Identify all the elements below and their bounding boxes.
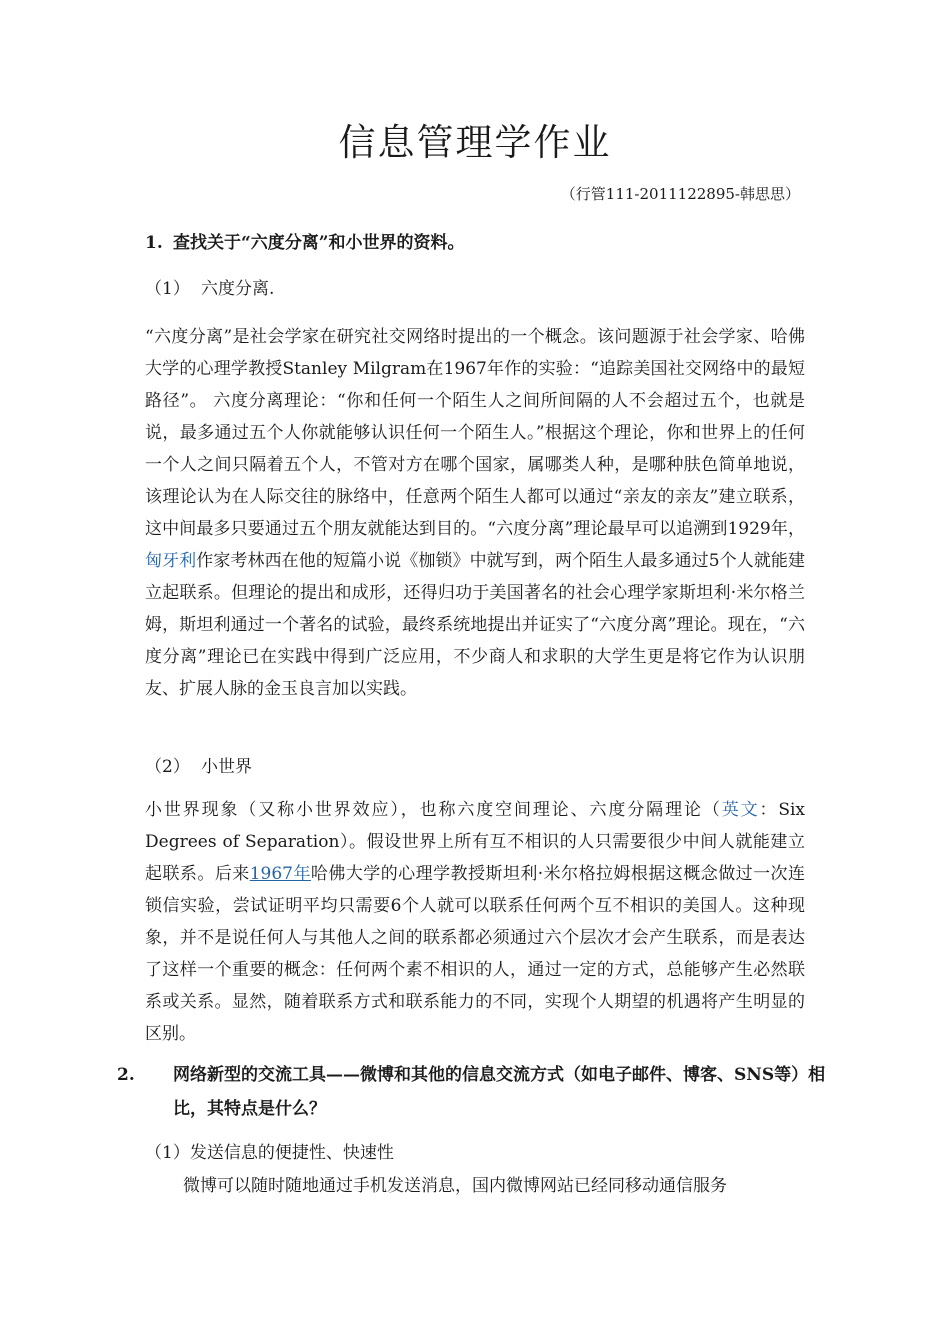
weibo-paragraph: 微博可以随时随地通过手机发送消息，国内微博网站已经同移动通信服务 [183, 1176, 727, 1196]
author-line: （行管111-2011122895-韩思思） [560, 185, 800, 203]
question-2-heading [117, 1058, 833, 1126]
subsection-1-2-index: （2） [145, 757, 190, 777]
six-degrees-text-2: 作家考林西在他的短篇小说《枷锁》中就写到，两个陌生人最多通过5个人就能建立起联系。但理论的提出和成形，还得归功于美国著名的社会心理学家斯坦利·米尔格兰姆，斯坦利通过一个著名的试验，最终系统地提出并证实了“六度分离”理论。现在，“六度分离”理论已在实践中得到广泛应用，不少商人和求职的大学生更是将它作为认识朋友、扩展人脉的金玉良言加以实践。 [145, 551, 806, 699]
question-1-text: 查找关于“六度分离”和小世界的资料。 [173, 233, 465, 253]
english-link[interactable]: 英文 [721, 800, 760, 820]
small-world-text-3: 哈佛大学的心理学教授斯坦利·米尔格拉姆根据这概念做过一次连锁信实验，尝试证明平均只需要6个人就可以联系任何两个互不相识的美国人。这种现象，并不是说任何人与其他人之间的联系都必须通过六个层次才会产生联系，而是表达了这样一个重要的概念：任何两个素不相识的人，通过一定的方式，总能够产生必然联系或关系。显然，随着联系方式和联系能力的不同，实现个人期望的机遇将产生明显的区别。 [145, 864, 806, 1044]
small-world-paragraph [145, 794, 805, 1050]
subsection-1-2-label: 小世界 [201, 757, 252, 777]
year-1967-link[interactable]: 1967年 [249, 864, 311, 884]
subsection-1-1-heading [145, 274, 805, 304]
question-2-number: 2. [117, 1065, 135, 1085]
subsection-1-1-label: 六度分离. [201, 279, 275, 299]
subsection-2-1-heading: （1）发送信息的便捷性、快速性 [145, 1143, 394, 1163]
question-1-heading [145, 226, 805, 260]
hungary-link[interactable]: 匈牙利 [145, 551, 197, 571]
subsection-1-1-index: （1） [145, 279, 190, 299]
subsection-1-2-heading [145, 752, 805, 782]
document-title: 信息管理学作业 [338, 121, 612, 164]
small-world-text-1: 小世界现象（又称小世界效应），也称六度空间理论、六度分隔理论（ [145, 800, 722, 820]
small-world-text-2: ：Six Degrees of Separation）。假设世界上所有互不相识的人只需要很少中间人就能建立起联系。后来 [145, 800, 806, 884]
question-2-text: 网络新型的交流工具——微博和其他的信息交流方式（如电子邮件、博客、SNS等）相比，其特点是什么？ [173, 1065, 826, 1119]
six-degrees-text-1: “六度分离”是社会学家在研究社交网络时提出的一个概念。该问题源于社会学家、哈佛大学的心理学教授Stanley Milgram在1967年作的实验：“追踪美国社交网络中的最短路径”。 六度分离理论：“你和任何一个陌生人之间所间隔的人不会超过五个，也就是说，最多通过五个人你就能够认识任何一个陌生人。”根据这个理论，你和世界上的任何一个人之间只隔着五个人，不管对方在哪个国家，属哪类人种，是哪种肤色简单地说，该理论认为在人际交往的脉络中，任意两个陌生人都可以通过“亲友的亲友”建立联系，这中间最多只要通过五个朋友就能达到目的。“六度分离”理论最早可以追溯到1929年， [145, 327, 805, 539]
question-1-number: 1. [145, 233, 163, 253]
six-degrees-paragraph [145, 321, 805, 705]
